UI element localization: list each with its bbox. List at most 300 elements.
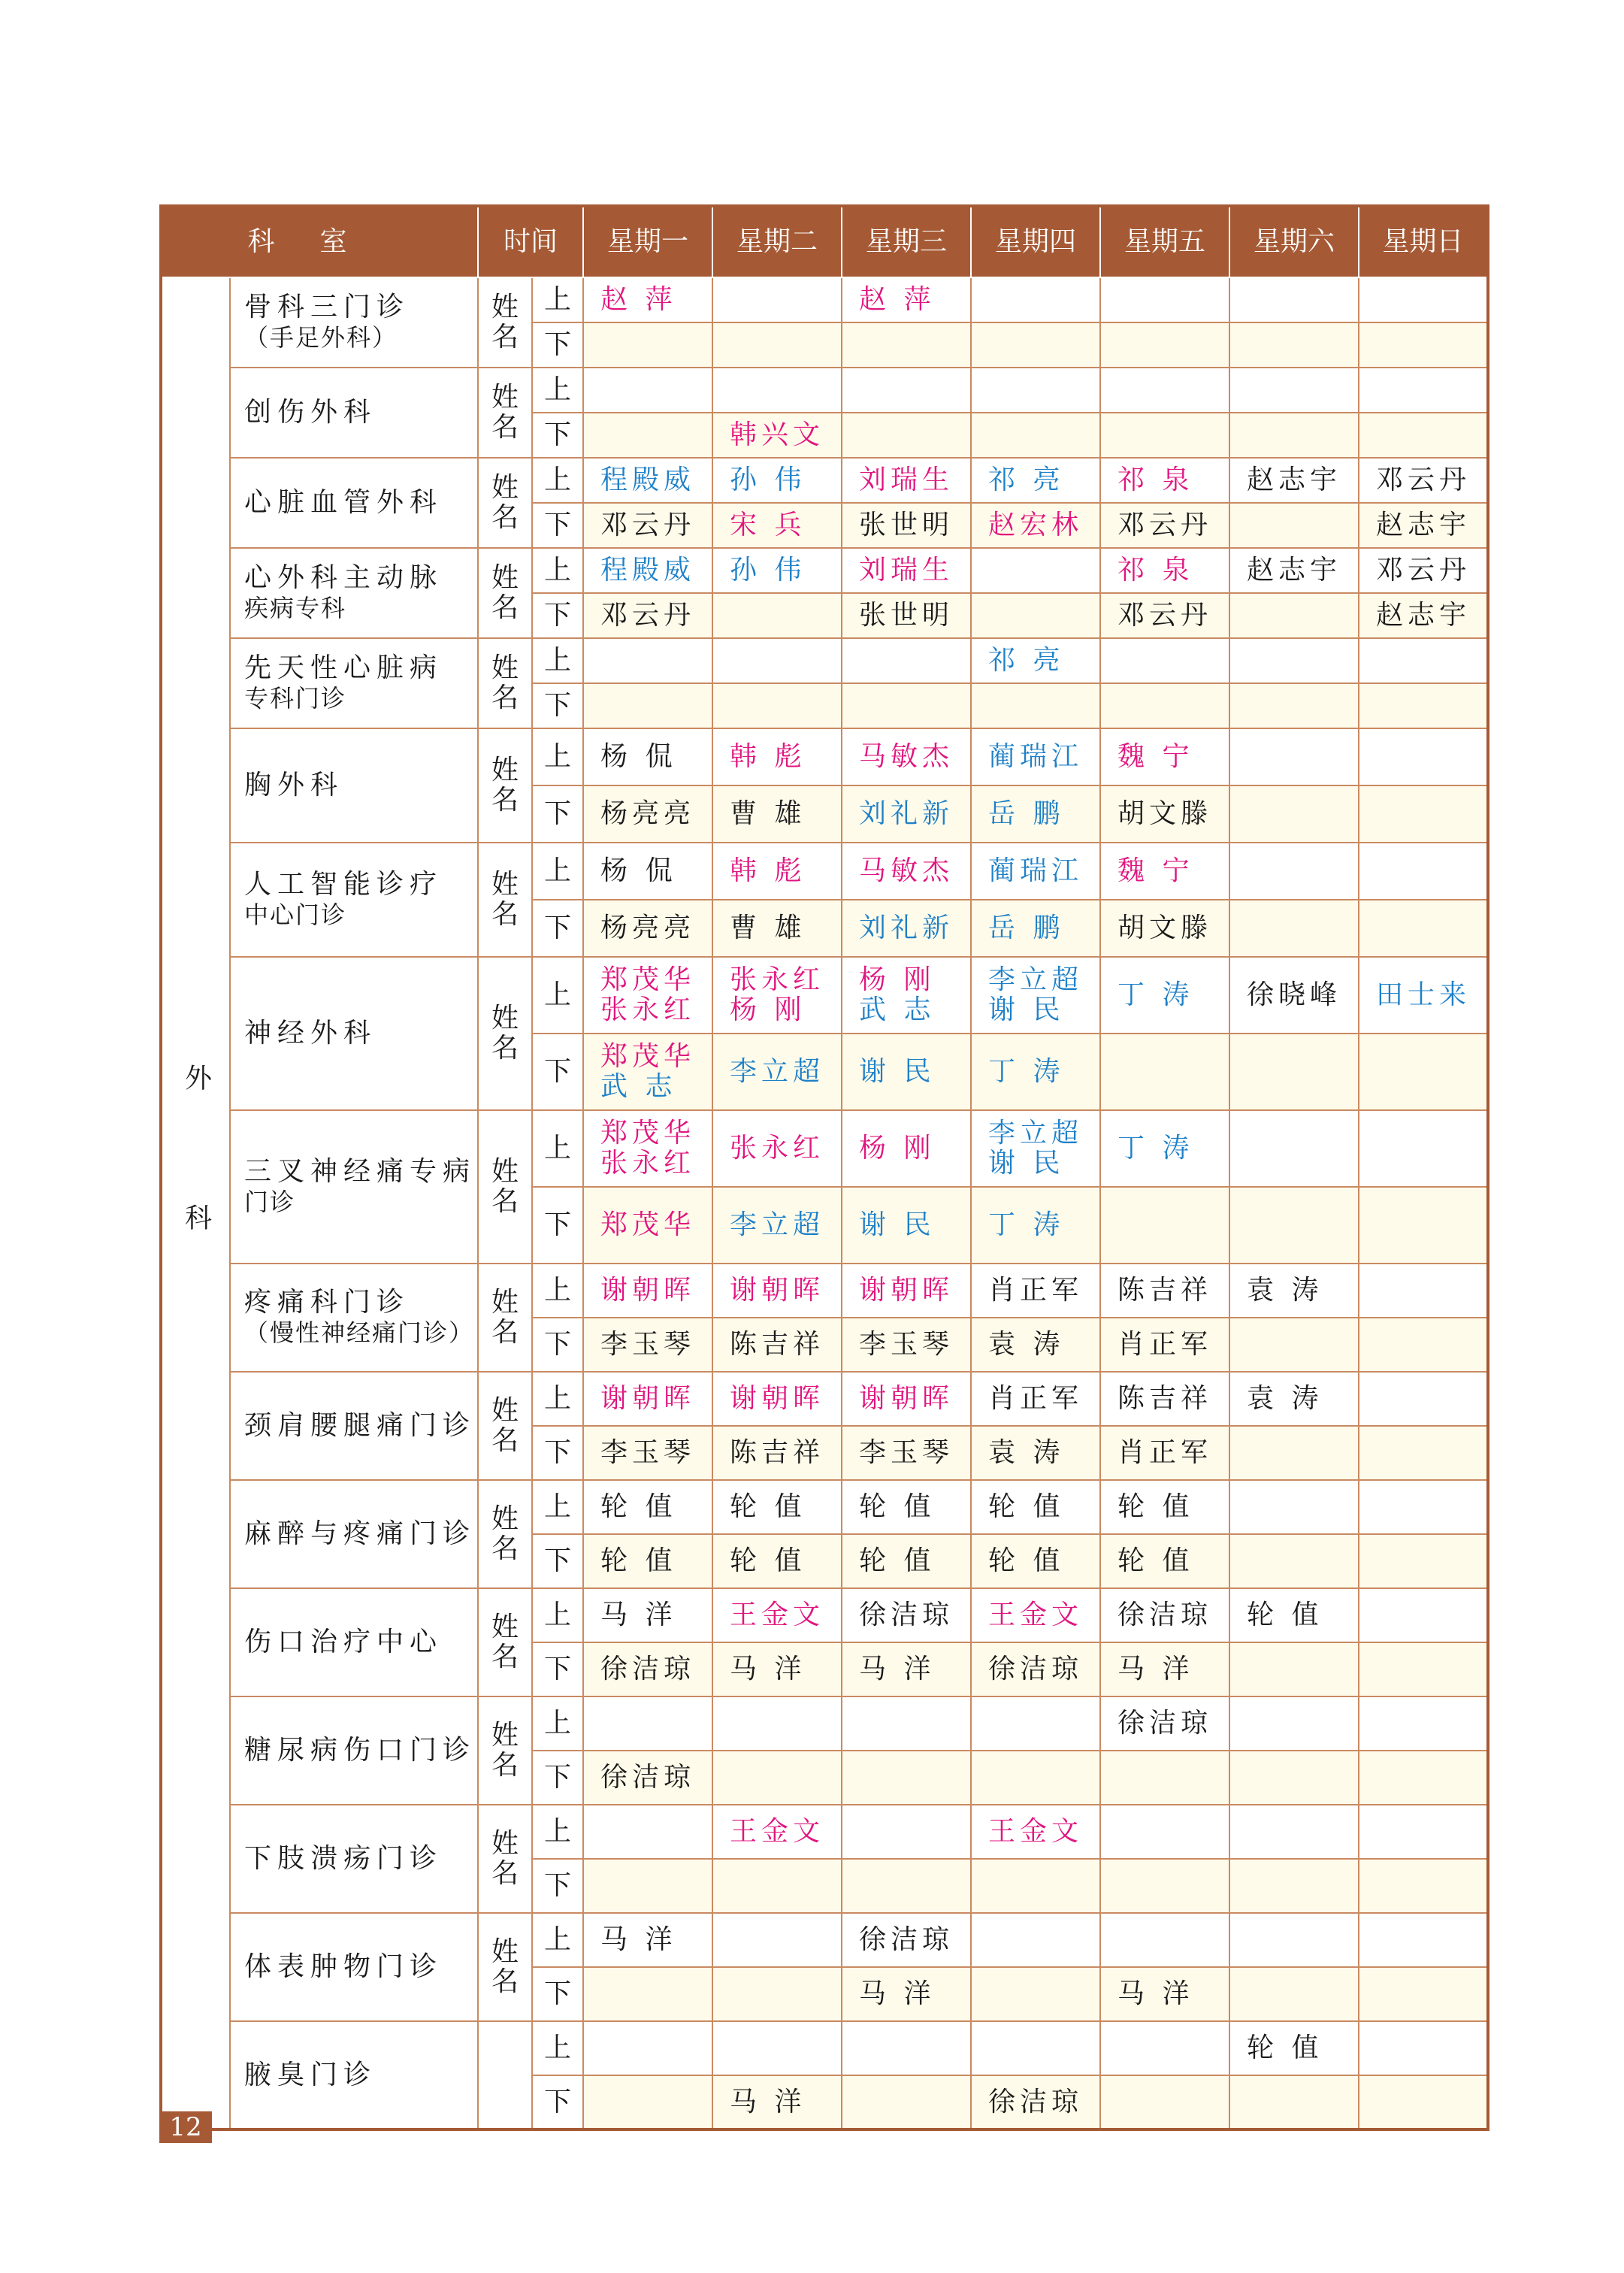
doctor-name: 韩 彪 [730,741,806,772]
header-day: 星期五 [1100,206,1229,277]
schedule-cell [1359,683,1488,728]
schedule-cell [1229,728,1359,785]
schedule-cell [971,1318,1100,1372]
table-row [161,638,1488,683]
schedule-cell [1100,322,1229,368]
schedule-cell [712,322,842,368]
schedule-cell [712,413,842,458]
shift-pm: 下 [532,593,583,638]
schedule-cell [842,638,971,683]
schedule-cell [1229,503,1359,548]
schedule-cell [583,1187,712,1264]
department-label: 心脏血管外科 [244,487,443,518]
doctor-name: 轮 值 [988,1491,1065,1522]
schedule-cell [712,1264,842,1318]
header-time: 时间 [478,206,583,277]
shift-am: 上 [532,1480,583,1534]
schedule-cell [583,1426,712,1480]
schedule-cell [971,638,1100,683]
schedule-cell [1229,1034,1359,1110]
schedule-cell [1359,1913,1488,1967]
shift-pm: 下 [532,1318,583,1372]
department-label: 骨科三门诊 [244,292,410,322]
schedule-cell [712,277,842,322]
schedule-cell [1359,1318,1488,1372]
department-label: 伤口治疗中心 [244,1627,443,1657]
doctor-name: 轮 值 [730,1491,806,1522]
schedule-cell [712,1034,842,1110]
schedule-cell [583,1372,712,1426]
name-label: 姓名 [478,1372,532,1480]
department-name [230,1110,478,1264]
schedule-cell [1359,413,1488,458]
table-row [161,728,1488,785]
schedule-cell [1100,957,1229,1034]
schedule-cell [1100,1696,1229,1751]
schedule-cell [971,548,1100,593]
schedule-cell [583,322,712,368]
schedule-cell [1100,1805,1229,1859]
doctor-name: 杨 刚 [730,994,806,1025]
schedule-cell [1100,683,1229,728]
doctor-name: 谢朝晖 [730,1383,825,1414]
table-row [161,548,1488,593]
schedule-cell [712,1588,842,1642]
doctor-name: 马敏杰 [859,855,954,886]
schedule-cell [712,785,842,843]
schedule-cell [583,458,712,503]
schedule-cell [712,1426,842,1480]
schedule-cell [1359,2075,1488,2129]
doctor-name: 曹 雄 [730,798,806,829]
schedule-cell [1359,728,1488,785]
department-name [230,1264,478,1372]
doctor-name: 陈吉祥 [1117,1275,1213,1306]
table-row [161,1264,1488,1318]
doctor-name: 武 志 [859,994,936,1025]
doctor-name: 谢 民 [859,1056,936,1087]
schedule-cell [583,1110,712,1187]
schedule-cell [1100,413,1229,458]
department-label: 糖尿病伤口门诊 [244,1735,476,1766]
schedule-cell [1100,1318,1229,1372]
doctor-name: 魏 宁 [1117,855,1194,886]
shift-pm: 下 [532,1967,583,2021]
table-row [161,368,1488,413]
doctor-name: 徐洁琼 [600,1762,696,1793]
schedule-cell [1359,593,1488,638]
shift-pm: 下 [532,1187,583,1264]
schedule-cell [971,413,1100,458]
schedule-cell [1359,1859,1488,1913]
name-label: 姓名 [478,843,532,957]
schedule-cell [1229,1480,1359,1534]
schedule-cell [1229,277,1359,322]
schedule-cell [971,1967,1100,2021]
doctor-name: 孙 伟 [730,465,806,495]
schedule-cell [583,900,712,957]
schedule-cell [712,900,842,957]
doctor-name: 刘瑞生 [859,465,954,495]
header-row [161,206,1488,277]
doctor-name: 魏 宁 [1117,741,1194,772]
shift-am: 上 [532,1264,583,1318]
department-name [230,843,478,957]
schedule-cell [712,683,842,728]
schedule-cell [971,1372,1100,1426]
schedule-cell [712,957,842,1034]
doctor-name: 徐洁琼 [600,1654,696,1684]
schedule-cell [842,683,971,728]
schedule-cell [1359,1372,1488,1426]
doctor-name: 邓云丹 [1376,555,1471,586]
doctor-name: 李玉琴 [859,1437,954,1468]
schedule-cell [1229,1372,1359,1426]
doctor-name: 邓云丹 [600,510,696,540]
doctor-name: 赵宏林 [988,510,1084,540]
schedule-cell [583,1588,712,1642]
name-label: 姓名 [478,1110,532,1264]
schedule-cell [1229,1426,1359,1480]
doctor-name: 蔺瑞江 [988,741,1084,772]
doctor-name: 赵志宇 [1376,510,1471,540]
schedule-cell [1359,1187,1488,1264]
name-label: 姓名 [478,277,532,368]
schedule-cell [971,1534,1100,1588]
schedule-cell [712,1372,842,1426]
doctor-name: 张世明 [859,510,954,540]
doctor-name: 王金文 [730,1816,825,1847]
schedule-cell [1229,900,1359,957]
name-label: 姓名 [478,1588,532,1696]
schedule-cell [971,683,1100,728]
doctor-name: 李立超 [988,1118,1084,1149]
schedule-cell [583,1480,712,1534]
name-label: 姓名 [478,1913,532,2021]
doctor-name: 赵志宇 [1247,465,1342,495]
schedule-cell [583,1967,712,2021]
schedule-cell [1100,593,1229,638]
doctor-name: 丁 涛 [988,1056,1065,1087]
schedule-cell [1100,1751,1229,1805]
schedule-cell [842,1318,971,1372]
schedule-cell [842,728,971,785]
schedule-cell [971,843,1100,900]
schedule-cell [1100,1480,1229,1534]
schedule-cell [1100,1588,1229,1642]
schedule-cell [712,1967,842,2021]
doctor-name: 程殿威 [600,465,696,495]
department-sublabel: 中心门诊 [244,900,347,929]
schedule-cell [971,1642,1100,1696]
schedule-cell [712,2021,842,2075]
department-label: 人工智能诊疗 [244,869,443,900]
doctor-name: 轮 值 [1247,1600,1323,1630]
shift-am: 上 [532,548,583,593]
schedule-cell [583,2075,712,2129]
doctor-name: 谢 民 [988,1148,1065,1179]
department-label: 颈肩腰腿痛门诊 [244,1410,476,1441]
doctor-name: 张世明 [859,600,954,631]
shift-am: 上 [532,458,583,503]
doctor-name: 赵 萍 [859,284,936,315]
shift-pm: 下 [532,1426,583,1480]
shift-pm: 下 [532,1034,583,1110]
schedule-cell [971,1913,1100,1967]
schedule-cell [583,638,712,683]
schedule-cell [712,368,842,413]
schedule-cell [583,1318,712,1372]
schedule-cell [842,1751,971,1805]
department-label: 腋臭门诊 [244,2059,377,2090]
schedule-cell [1359,1967,1488,2021]
doctor-name: 肖正军 [1117,1437,1213,1468]
shift-am: 上 [532,1805,583,1859]
shift-am: 上 [532,1588,583,1642]
shift-am: 上 [532,843,583,900]
doctor-name: 陈吉祥 [1117,1383,1213,1414]
schedule-cell [1359,843,1488,900]
doctor-name: 胡文滕 [1117,913,1213,943]
schedule-cell [971,368,1100,413]
schedule-cell [842,1642,971,1696]
doctor-name: 李玉琴 [859,1329,954,1360]
shift-am: 上 [532,1696,583,1751]
doctor-name: 徐洁琼 [988,1654,1084,1684]
category-cell [161,277,230,2129]
doctor-name: 肖正军 [988,1275,1084,1306]
department-label: 麻醉与疼痛门诊 [244,1518,476,1549]
doctor-name: 陈吉祥 [730,1437,825,1468]
schedule-cell [971,2021,1100,2075]
department-label: 下肢溃疡门诊 [244,1843,443,1874]
schedule-cell [1229,957,1359,1034]
schedule-cell [1100,1913,1229,1967]
schedule-cell [583,593,712,638]
schedule-cell [583,843,712,900]
schedule-cell [842,1426,971,1480]
name-label: 姓名 [478,728,532,843]
schedule-cell [1100,638,1229,683]
shift-pm: 下 [532,322,583,368]
doctor-name: 徐晓峰 [1247,979,1342,1010]
doctor-name: 杨 刚 [859,964,936,995]
doctor-name: 邓云丹 [1117,510,1213,540]
schedule-cell [971,1480,1100,1534]
shift-pm: 下 [532,1534,583,1588]
schedule-cell [842,1264,971,1318]
doctor-name: 徐洁琼 [859,1924,954,1955]
doctor-name: 程殿威 [600,555,696,586]
doctor-name: 袁 涛 [988,1329,1065,1360]
doctor-name: 韩兴文 [730,419,825,450]
name-label: 姓名 [478,1805,532,1913]
doctor-name: 刘瑞生 [859,555,954,586]
schedule-cell [842,1859,971,1913]
schedule-cell [1229,2021,1359,2075]
shift-am: 上 [532,957,583,1034]
schedule-cell [712,458,842,503]
schedule-cell [1229,1110,1359,1187]
department-name [230,1372,478,1480]
schedule-body [161,277,1488,2129]
schedule-cell [1100,2021,1229,2075]
department-sublabel: （慢性神经痛门诊） [244,1318,475,1347]
schedule-cell [1229,458,1359,503]
schedule-cell [583,503,712,548]
schedule-cell [1229,413,1359,458]
doctor-name: 袁 涛 [1247,1383,1323,1414]
schedule-cell [842,322,971,368]
schedule-cell [1229,593,1359,638]
doctor-name: 杨 刚 [859,1133,936,1164]
shift-pm: 下 [532,1751,583,1805]
doctor-name: 赵志宇 [1247,555,1342,586]
schedule-cell [971,1859,1100,1913]
doctor-name: 刘礼新 [859,913,954,943]
schedule-cell [971,593,1100,638]
schedule-cell [712,1696,842,1751]
doctor-name: 郑茂华 [600,1118,696,1149]
department-name [230,638,478,728]
department-label: 疼痛科门诊 [244,1287,410,1318]
doctor-name: 祁 亮 [988,465,1065,495]
doctor-name: 谢 民 [988,994,1065,1025]
schedule-cell [1100,368,1229,413]
schedule-cell [842,2075,971,2129]
doctor-name: 马敏杰 [859,741,954,772]
doctor-name: 杨亮亮 [600,913,696,943]
schedule-cell [842,1110,971,1187]
schedule-cell [971,1426,1100,1480]
schedule-cell [1359,1696,1488,1751]
schedule-cell [583,1751,712,1805]
shift-am: 上 [532,2021,583,2075]
schedule-cell [1229,1751,1359,1805]
doctor-name: 徐洁琼 [988,2086,1084,2117]
schedule-cell [1359,1480,1488,1534]
doctor-name: 谢朝晖 [730,1275,825,1306]
table-row [161,1372,1488,1426]
schedule-cell [1229,1696,1359,1751]
schedule-cell [1359,1588,1488,1642]
schedule-cell [842,957,971,1034]
schedule-cell [1359,638,1488,683]
name-label: 姓名 [478,1696,532,1805]
doctor-name: 王金文 [988,1816,1084,1847]
doctor-name: 马 洋 [730,2086,806,2117]
name-label: 姓名 [478,638,532,728]
doctor-name: 杨 侃 [600,741,677,772]
schedule-cell [583,683,712,728]
department-sublabel: 专科门诊 [244,684,347,713]
schedule-cell [712,1805,842,1859]
shift-pm: 下 [532,2075,583,2129]
schedule-cell [1229,368,1359,413]
doctor-name: 郑茂华 [600,964,696,995]
doctor-name: 张永红 [730,1133,825,1164]
doctor-name: 马 洋 [1117,1654,1194,1684]
schedule-cell [1100,1110,1229,1187]
schedule-cell [1100,1034,1229,1110]
schedule-cell [1100,548,1229,593]
schedule-cell [971,1805,1100,1859]
department-label: 胸外科 [244,770,344,801]
doctor-name: 武 志 [600,1071,677,1102]
table-row [161,277,1488,322]
schedule-cell [1229,1187,1359,1264]
schedule-cell [971,1264,1100,1318]
doctor-name: 轮 值 [859,1491,936,1522]
doctor-name: 轮 值 [859,1545,936,1576]
doctor-name: 杨 侃 [600,855,677,886]
page-number: 12 [159,2111,212,2143]
schedule-cell [1229,1318,1359,1372]
doctor-name: 轮 值 [600,1491,677,1522]
doctor-name: 轮 值 [1247,2032,1323,2063]
department-label: 体表肿物门诊 [244,1951,443,1982]
doctor-name: 蔺瑞江 [988,855,1084,886]
doctor-name: 王金文 [988,1600,1084,1630]
doctor-name: 马 洋 [600,1600,677,1630]
table-row [161,1110,1488,1187]
schedule-cell [1229,2075,1359,2129]
schedule-cell [1359,1805,1488,1859]
doctor-name: 郑茂华 [600,1041,696,1072]
doctor-name: 徐洁琼 [1117,1708,1213,1739]
schedule-cell [971,1751,1100,1805]
schedule-cell [842,1588,971,1642]
name-label [478,2021,532,2129]
doctor-name: 马 洋 [1117,1978,1194,2009]
schedule-cell [583,1642,712,1696]
shift-am: 上 [532,368,583,413]
shift-am: 上 [532,638,583,683]
schedule-cell [583,548,712,593]
department-name [230,1805,478,1913]
schedule-cell [583,1534,712,1588]
schedule-cell [971,1034,1100,1110]
schedule-cell [842,1805,971,1859]
schedule-cell [1359,1110,1488,1187]
shift-pm: 下 [532,683,583,728]
doctor-name: 马 洋 [600,1924,677,1955]
doctor-name: 曹 雄 [730,913,806,943]
schedule-cell [712,1110,842,1187]
schedule-cell [712,728,842,785]
table-row [161,458,1488,503]
schedule-cell [842,1480,971,1534]
schedule-cell [842,1034,971,1110]
schedule-cell [842,843,971,900]
schedule-cell [583,1805,712,1859]
schedule-cell [1229,1588,1359,1642]
schedule-cell [1100,843,1229,900]
table-row [161,1480,1488,1534]
schedule-cell [1359,1426,1488,1480]
schedule-cell [971,277,1100,322]
schedule-cell [1229,1642,1359,1696]
schedule-cell [583,2021,712,2075]
schedule-cell [971,458,1100,503]
doctor-name: 丁 涛 [1117,979,1194,1010]
schedule-cell [712,1480,842,1534]
schedule-cell [842,548,971,593]
doctor-name: 张永红 [600,1148,696,1179]
department-name [230,728,478,843]
doctor-name: 张永红 [730,964,825,995]
schedule-cell [1229,843,1359,900]
